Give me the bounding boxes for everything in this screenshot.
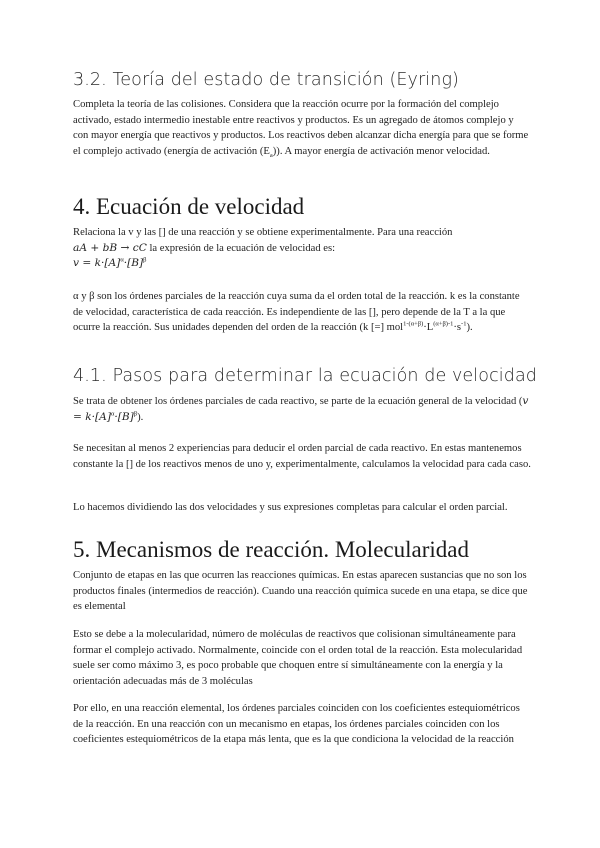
paragraph-elemental: Por ello, en una reacción elemental, los órdenes parciales coinciden con los coeficientes estequiométricos de la reacción. En una reacción con un mecanismo en etapas, los órdenes parciales coinciden con los coeficientes estequiométricos de la etapa más lenta, que es la que condiciona la velocidad de la reacción: [73, 703, 520, 745]
text-span: la expresión de la ecuación de velocidad es:: [146, 242, 336, 254]
rate-equation: v = k·[A]: [73, 395, 529, 423]
superscript: (α+β)-1: [433, 320, 454, 328]
heading-4-1: 4.1. Pasos para determinar la ecuación de velocidad: [73, 366, 537, 386]
heading-3-2: 3.2. Teoría del estado de transición (Eyring): [73, 70, 459, 90]
beta-exponent: β: [143, 256, 147, 264]
paragraph-partial-orders: [73, 289, 531, 336]
paragraph-mechanisms: Conjunto de etapas en las que ocurren las reacciones químicas. En estas aparecen sustancias que no son los productos finales (intermedios de reacción). Cuando una reacción química sucede en una etapa, se dice que es elemental: [73, 570, 528, 612]
text-span: ).: [466, 322, 473, 333]
paragraph-transition-state: [73, 97, 531, 159]
text-span: ).: [137, 411, 144, 423]
paragraph-divide: Lo hacemos dividiendo las dos velocidades y sus expresiones completas para calcular el orden parcial.: [73, 502, 508, 513]
text-span: )). A mayor energía de activación menor velocidad.: [272, 145, 490, 157]
reaction-formula: aA + bB → cC: [73, 241, 147, 254]
superscript: -1: [461, 320, 467, 328]
text-span: ·s: [453, 322, 462, 333]
text-span: α y β son los órdenes parciales de la reacción cuya suma da el orden total de la reacción. k es la constante de velocidad, característica de cada reacción. Es independiente de las [], pero depende de la T a la que ocurre la reacción. Sus unidades dependen del orden de la reacción (k [=] mol: [73, 291, 520, 333]
heading-5: 5. Mecanismos de reacción. Molecularidad: [73, 537, 469, 562]
rate-equation-part: ·[B]: [114, 410, 134, 423]
heading-4: 4. Ecuación de velocidad: [73, 194, 305, 219]
rate-equation-part: ·[B]: [123, 257, 144, 269]
beta-exponent: β: [133, 409, 138, 417]
paragraph-experiments: Se necesitan al menos 2 experiencias para deducir el orden parcial de cada reactivo. En estas mantenemos constante la [] de los reactivos menos de uno y, experimentalmente, calculamos la velocidad para cada caso.: [73, 443, 531, 470]
paragraph-rate-intro: [73, 225, 531, 272]
subscript: a: [269, 151, 273, 159]
text-span: Se trata de obtener los órdenes parciales de cada reactivo, se parte de la ecuación general de la velocidad (: [73, 396, 523, 407]
text-span: Completa la teoría de las colisiones. Considera que la reacción ocurre por la formación del complejo activado, estado intermedio inestable entre reactivos y productos. Es un agregado de átomos complejo y con mayor energía que reactivos y productos. Los reactivos deben alcanzar dicha energía para que se forme el complejo activado (energía de activación (E: [73, 99, 529, 157]
alpha-exponent: α: [120, 256, 124, 264]
paragraph-molecularity: Esto se debe a la molecularidad, número de moléculas de reactivos que colisionan simultáneamente para formar el complejo activado. Normalmente, coincide con el orden total de la reacción. Esta molecularidad suele ser como máximo 3, es poco probable que choquen entre sí simultáneamente con la energía y la orientación adecuadas más de 3 moléculas: [73, 629, 523, 687]
text-span: ·L: [423, 322, 434, 333]
paragraph-steps: [73, 394, 531, 425]
alpha-exponent: α: [110, 409, 115, 417]
rate-equation: v = k·[A]: [73, 257, 121, 269]
text-span: Relaciona la v y las [] de una reacción y se obtiene experimentalmente. Para una reacción: [73, 227, 453, 238]
superscript: 1-(α+β): [403, 320, 424, 328]
